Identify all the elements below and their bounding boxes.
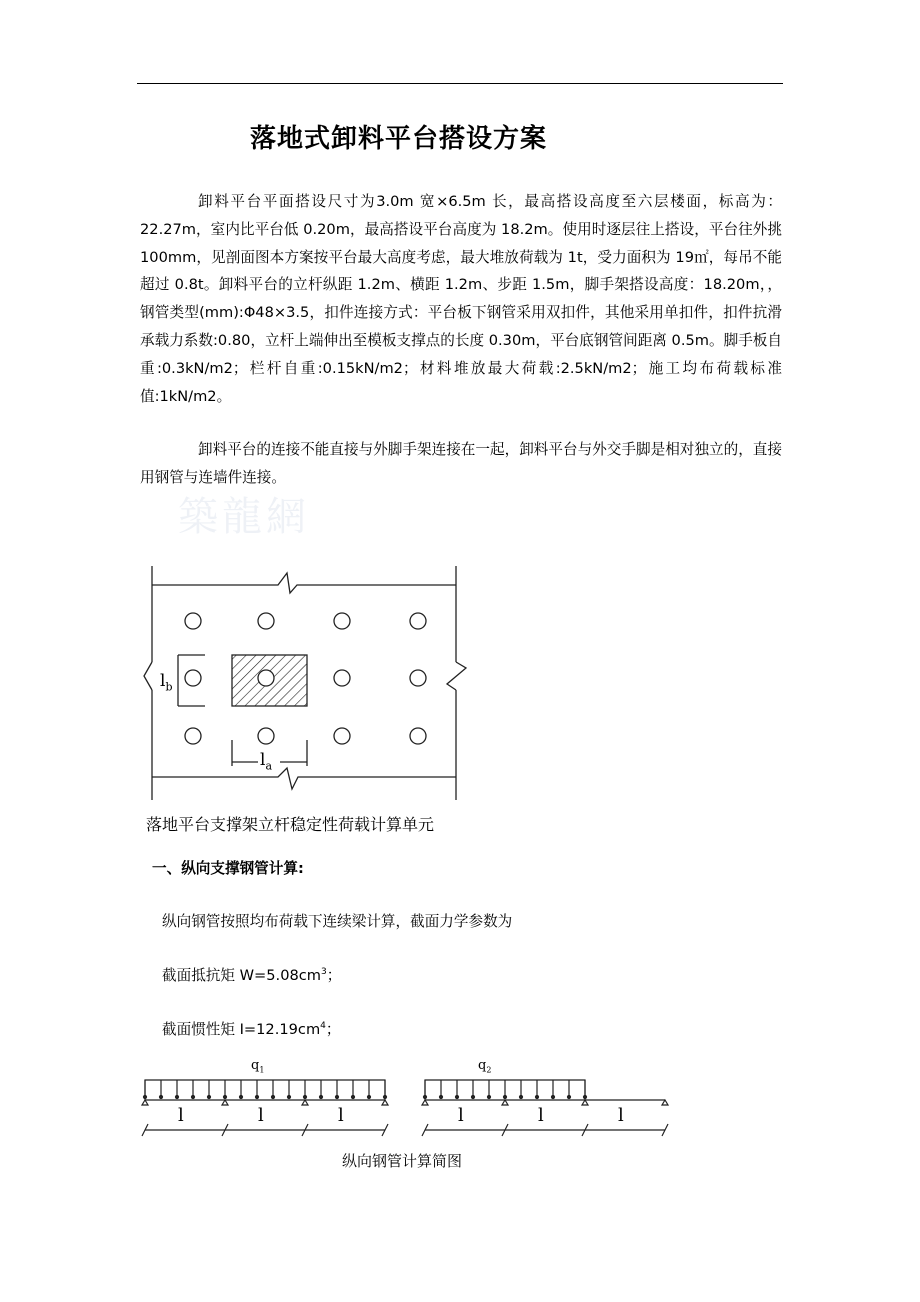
section-text-1: 纵向钢管按照均布荷载下连续梁计算，截面力学参数为 xyxy=(162,913,513,930)
section-inertia: 截面惯性矩 $I=12.19cm^4$； xyxy=(162,1021,341,1038)
post-circle xyxy=(185,670,201,686)
post-circle xyxy=(258,670,274,686)
section-heading: 一、纵向支撑钢管计算: xyxy=(152,860,304,877)
post-circle xyxy=(334,613,350,629)
post-circle xyxy=(185,728,201,744)
watermark: 築龍網 xyxy=(178,493,310,540)
post-circle xyxy=(258,728,274,744)
post-circle xyxy=(334,728,350,744)
span-label: l xyxy=(258,1105,264,1126)
span-label: l xyxy=(618,1105,624,1126)
figure-beam-diagram xyxy=(135,1060,685,1150)
support-icon xyxy=(142,1100,148,1105)
post-circle xyxy=(410,613,426,629)
paragraph-2: 卸料平台的连接不能直接与外脚手架连接在一起，卸料平台与外交手脚是相对独立的，直接用钢管与连墙件连接。 xyxy=(140,441,782,487)
document-title: 落地式卸料平台搭设方案 xyxy=(250,124,548,154)
distributed-load xyxy=(145,1080,385,1100)
label-lb: $l_b$ xyxy=(160,671,173,694)
support-icon xyxy=(502,1100,508,1105)
support-icon xyxy=(582,1100,588,1105)
post-circle xyxy=(185,613,201,629)
span-label: l xyxy=(538,1105,544,1126)
post-circle xyxy=(410,670,426,686)
support-icon xyxy=(222,1100,228,1105)
span-label: l xyxy=(458,1105,464,1126)
header-rule xyxy=(137,83,783,84)
figure-support-unit xyxy=(140,560,480,810)
support-icon xyxy=(302,1100,308,1105)
post-circle xyxy=(410,728,426,744)
figure2-caption: 纵向钢管计算简图 xyxy=(342,1152,463,1170)
load-q2-label: $q_2$ xyxy=(478,1058,492,1075)
paragraph-1: 卸料平台平面搭设尺寸为3.0m 宽×6.5m 长，最高搭设高度至六层楼面，标高为：22.27m，室内比平台低 0.20m，最高搭设平台高度为 18.2m。使用时逐层往上搭设，平台往外挑 100mm，见剖面图本方案按平台最大高度考虑，最大堆放荷载为 1t，受力面积为 19㎡，每吊不能超过 0.8t。卸料平台的立杆纵距 1.2m、横距 1.2m、步距 1.5m，脚手架搭设高度：18.20m，，钢管类型(mm):Φ48×3.5，扣件连接方式：平台板下钢管采用双扣件，其他采用单扣件，扣件抗滑承载力系数:0.80，立杆上端伸出至模板支撑点的长度 0.30m，平台底钢管间距离 0.5m。脚手板自重:0.3kN/m2；栏杆自重:0.15kN/m2；材料堆放最大荷载:2.5kN/m2；施工均布荷载标准值:1kN/m2。 xyxy=(140,193,782,405)
span-label: l xyxy=(178,1105,184,1126)
section-modulus: 截面抵抗矩 $W=5.08cm^3$； xyxy=(162,967,342,984)
post-circle xyxy=(334,670,350,686)
body-text xyxy=(140,188,782,540)
label-la: $l_a$ xyxy=(260,750,272,773)
support-icon xyxy=(382,1100,388,1105)
support-icon xyxy=(422,1100,428,1105)
figure1-caption: 落地平台支撑架立杆稳定性荷载计算单元 xyxy=(146,815,435,834)
load-q1-label: $q_1$ xyxy=(251,1058,265,1075)
post-circle xyxy=(258,613,274,629)
span-label: l xyxy=(338,1105,344,1126)
support-icon xyxy=(662,1100,668,1105)
